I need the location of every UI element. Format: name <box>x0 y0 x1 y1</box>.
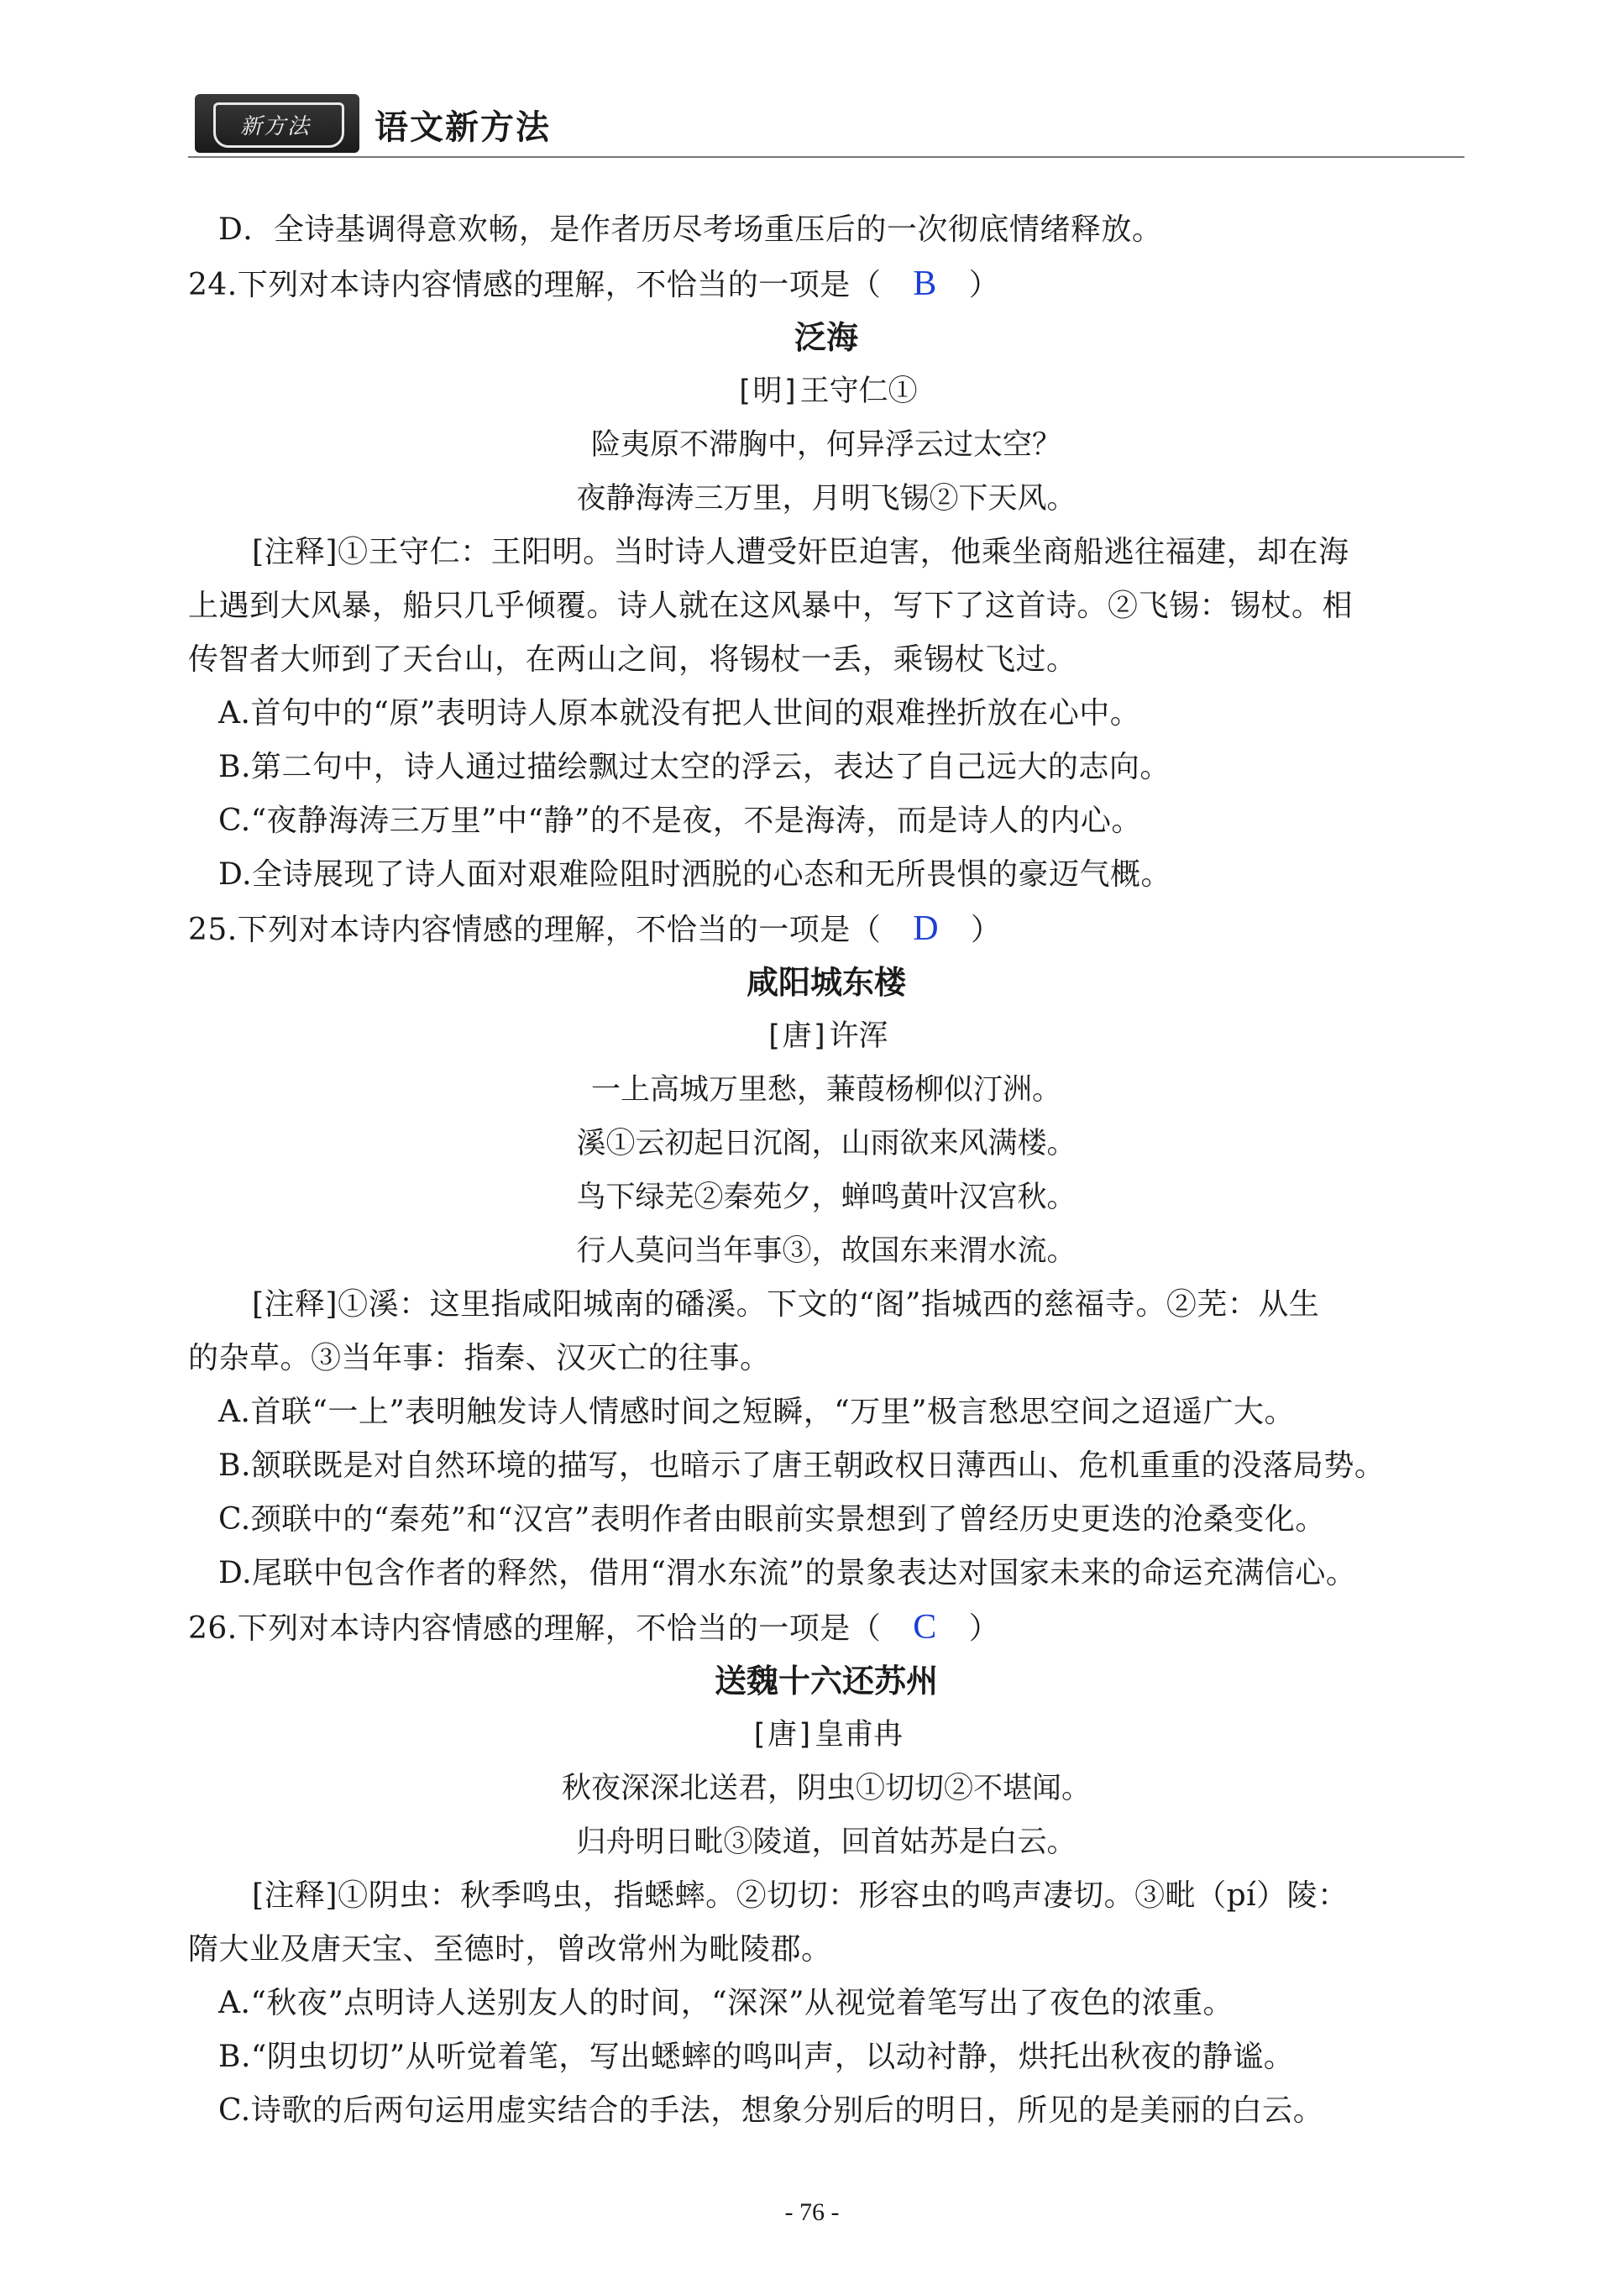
poem2-note-2: 的杂草。③当年事：指秦、汉灭亡的往事。 <box>188 1341 771 1375</box>
poem2-author: [唐]许浑 <box>764 1019 888 1053</box>
q26-stem <box>188 1609 999 1647</box>
poem3-verse-1: 秋夜深深北送君，阴虫①切切②不堪闻。 <box>561 1772 1091 1805</box>
logo-text: 新方法 <box>240 114 312 139</box>
q24-option-b: B.第二句中，诗人通过描绘飘过太空的浮云，表达了自己远大的志向。 <box>218 750 1171 784</box>
header-divider <box>188 156 1464 158</box>
q25-option-b: B.颔联既是对自然环境的描写，也暗示了唐王朝政权日薄西山、危机重重的没落局势。 <box>218 1448 1386 1483</box>
poem1-author: [明]王守仁① <box>735 375 918 408</box>
q25-stem-text: 25.下列对本诗内容情感的理解，不恰当的一项是（ <box>188 913 882 947</box>
q24-option-a: A.首句中的“原”表明诗人原本就没有把人世间的艰难挫折放在心中。 <box>218 696 1141 731</box>
q25-option-a: A.首联“一上”表明触发诗人情感时间之短瞬，“万里”极言愁思空间之迢遥广大。 <box>218 1395 1296 1429</box>
q25-answer: D <box>913 909 940 948</box>
q23-option-d: D．全诗基调得意欢畅，是作者历尽考场重压后的一次彻底情绪释放。 <box>218 212 1163 247</box>
q25-stem <box>188 910 1002 949</box>
q25-option-c: C.颈联中的“秦苑”和“汉宫”表明作者由眼前实景想到了曾经历史更迭的沧桑变化。 <box>218 1502 1326 1537</box>
q25-stem-close: ） <box>971 913 1002 947</box>
poem3-note-2: 隋大业及唐天宝、至德时，曾改常州为毗陵郡。 <box>188 1932 832 1967</box>
header-title: 语文新方法 <box>375 107 551 147</box>
poem1-title: 泛海 <box>794 319 858 356</box>
poem2-title: 咸阳城东楼 <box>746 964 906 1001</box>
poem1-verse-1: 险夷原不滞胸中，何异浮云过太空？ <box>590 428 1061 462</box>
q26-stem-close: ） <box>968 1611 1000 1646</box>
poem1-note-3: 传智者大师到了天台山，在两山之间，将锡杖一丢，乘锡杖飞过。 <box>188 642 1077 677</box>
q25-option-d: D.尾联中包含作者的释然，借用“渭水东流”的景象表达对国家未来的命运充满信心。 <box>218 1556 1357 1590</box>
poem2-verse-3: 鸟下绿芜②秦苑夕，蝉鸣黄叶汉宫秋。 <box>576 1181 1077 1214</box>
poem1-note-2: 上遇到大风暴，船只几乎倾覆。诗人就在这风暴中，写下了这首诗。②飞锡：锡杖。相 <box>188 589 1354 623</box>
book-logo <box>195 94 359 153</box>
q24-stem-close: ） <box>968 268 1000 302</box>
poem2-note-1: [注释]①溪：这里指咸阳城南的磻溪。下文的“阁”指城西的慈福寺。②芜：从生 <box>252 1287 1320 1322</box>
q24-option-c: C.“夜静海涛三万里”中“静”的不是夜，不是海涛，而是诗人的内心。 <box>218 804 1142 838</box>
poem3-title: 送魏十六还苏州 <box>714 1663 938 1700</box>
poem1-verse-2: 夜静海涛三万里，月明飞锡②下天风。 <box>576 482 1077 516</box>
q26-option-a: A.“秋夜”点明诗人送别友人的时间，“深深”从视觉着笔写出了夜色的浓重。 <box>218 1986 1234 2020</box>
q26-option-b: B.“阴虫切切”从听觉着笔，写出蟋蟀的鸣叫声，以动衬静，烘托出秋夜的静谧。 <box>218 2040 1295 2074</box>
poem3-note-1: [注释]①阴虫：秋季鸣虫，指蟋蟀。②切切：形容虫的鸣声凄切。③毗（pí）陵： <box>252 1878 1349 1913</box>
q24-stem <box>188 265 999 304</box>
poem3-author: [唐]皇甫冉 <box>749 1718 904 1752</box>
q26-answer: C <box>913 1608 937 1647</box>
q24-stem-text: 24.下列对本诗内容情感的理解，不恰当的一项是（ <box>188 268 882 302</box>
poem2-verse-1: 一上高城万里愁，蒹葭杨柳似汀洲。 <box>590 1073 1061 1107</box>
page-header <box>188 87 1464 158</box>
q24-answer: B <box>913 265 937 303</box>
poem2-verse-2: 溪①云初起日沉阁，山雨欲来风满楼。 <box>576 1127 1077 1160</box>
page-number: - 76 - <box>784 2198 840 2226</box>
poem2-verse-4: 行人莫问当年事③，故国东来渭水流。 <box>576 1234 1077 1268</box>
poem1-note-1: [注释]①王守仁：王阳明。当时诗人遭受奸臣迫害，他乘坐商船逃往福建，却在海 <box>252 535 1349 569</box>
q24-option-d: D.全诗展现了诗人面对艰难险阻时洒脱的心态和无所畏惧的豪迈气概。 <box>218 857 1172 892</box>
q26-stem-text: 26.下列对本诗内容情感的理解，不恰当的一项是（ <box>188 1611 882 1646</box>
q26-option-c: C.诗歌的后两句运用虚实结合的手法，想象分别后的明日，所见的是美丽的白云。 <box>218 2093 1324 2128</box>
poem3-verse-2: 归舟明日毗③陵道，回首姑苏是白云。 <box>576 1825 1077 1859</box>
